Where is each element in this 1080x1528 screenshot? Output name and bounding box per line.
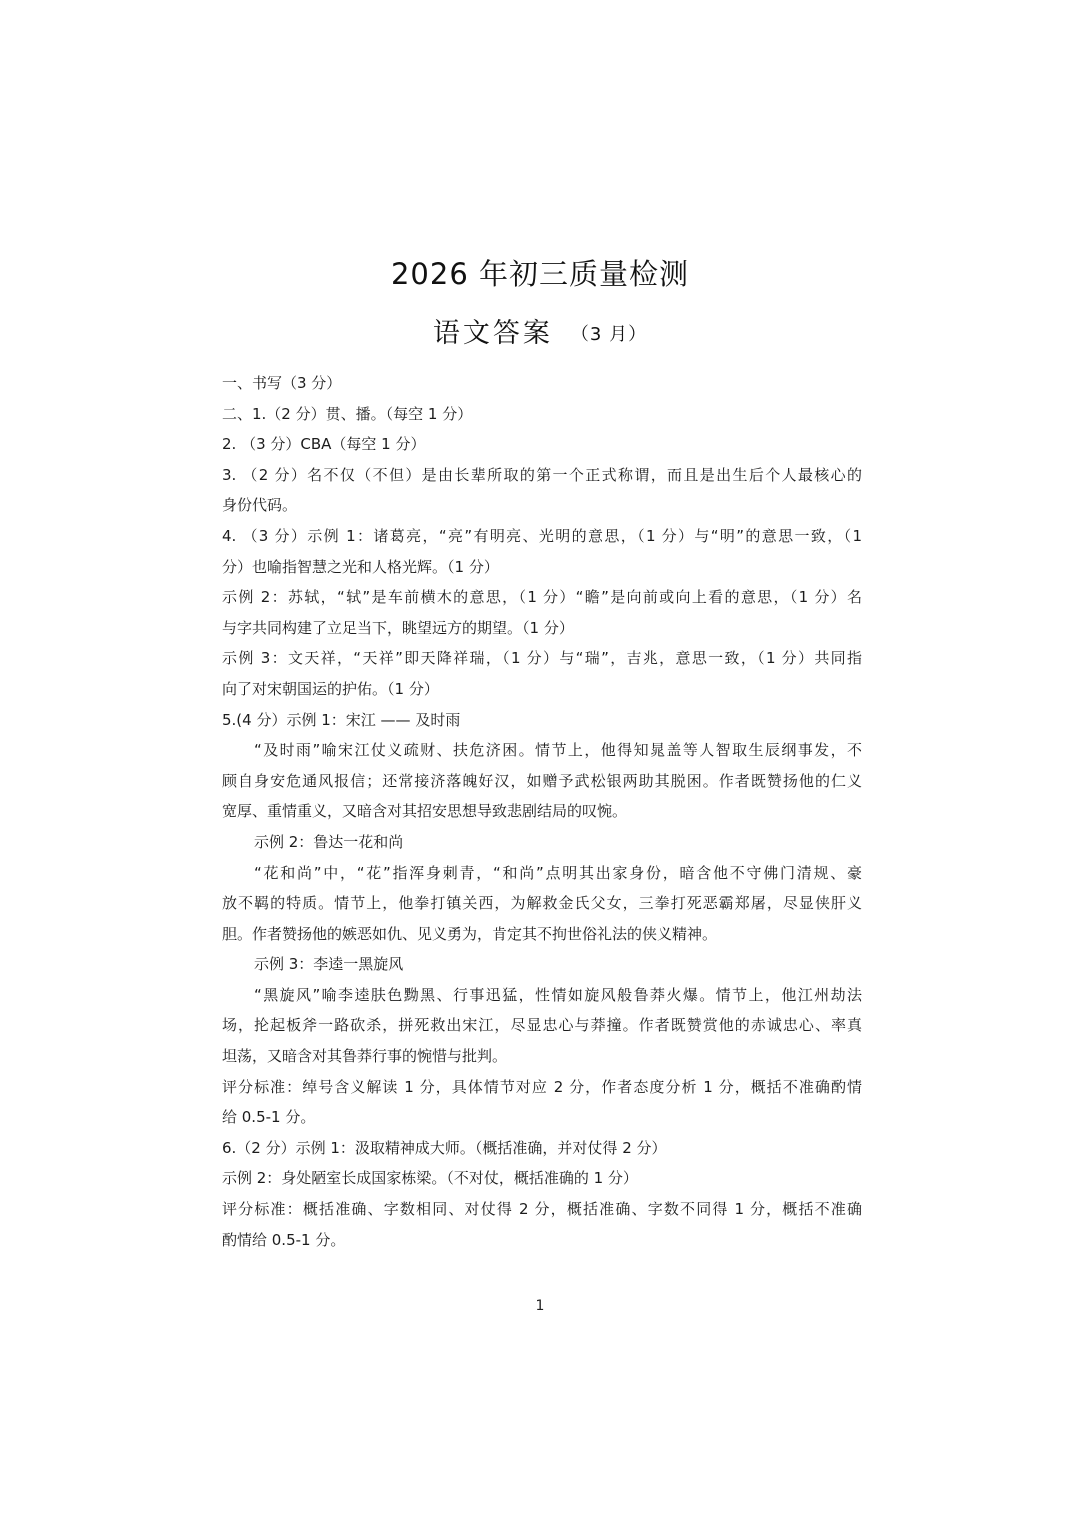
- answer-line: “花和尚”中，“花”指浑身刺青，“和尚”点明其出家身份，暗含他不守佛门清规、豪: [254, 863, 862, 882]
- answer-line: 评分标准：概括准确、字数相同、对仗得 2 分，概括准确、字数不同得 1 分，概括不准确: [222, 1200, 862, 1219]
- answer-line: 身份代码。: [222, 496, 298, 515]
- answer-line: 示例 3：李逵一黑旋风: [254, 955, 404, 974]
- answer-line: 顾自身安危通风报信；还常接济落魄好汉，如赠予武松银两助其脱困。作者既赞扬他的仁义: [222, 771, 862, 790]
- answer-line: 给 0.5-1 分。: [222, 1108, 316, 1127]
- answer-line: 3. （2 分）名不仅（不但）是由长辈所取的第一个正式称谓，而且是出生后个人最核心的: [222, 465, 862, 484]
- answer-line: 酌情给 0.5-1 分。: [222, 1230, 346, 1249]
- answer-line: 胆。作者赞扬他的嫉恶如仇、见义勇为，肯定其不拘世俗礼法的侠义精神。: [222, 924, 718, 943]
- answer-line: 分）也喻指智慧之光和人格光辉。（1 分）: [222, 557, 499, 576]
- answer-line: 坦荡，又暗含对其鲁莽行事的惋惜与批判。: [222, 1047, 508, 1066]
- answer-line: 示例 2：苏轼，“轼”是车前横木的意思，（1 分）“瞻”是向前或向上看的意思，（1 分）名: [222, 588, 862, 607]
- answer-line: 场，抡起板斧一路砍杀，拼死救出宋江，尽显忠心与莽撞。作者既赞赏他的赤诚忠心、率真: [222, 1016, 862, 1035]
- answer-line: 一、书写（3 分）: [222, 374, 342, 392]
- answer-line: 4. （3 分）示例 1：诸葛亮，“亮”有明亮、光明的意思，（1 分）与“明”的意思一致，（1: [222, 526, 862, 545]
- answer-line: 示例 2：身处陋室长成国家栋梁。（不对仗，概括准确的 1 分）: [222, 1169, 638, 1188]
- answer-line: 放不羁的特质。情节上，他拳打镇关西，为解救金氏父女，三拳打死恶霸郑屠，尽显侠肝义: [222, 894, 862, 913]
- answer-line: “黑旋风”喻李逵肤色黝黑、行事迅猛，性情如旋风般鲁莽火爆。情节上，他江州劫法: [254, 985, 862, 1004]
- document-subtitle: [0, 311, 1080, 350]
- subtitle-month: （3 月）: [570, 324, 648, 345]
- page-number: 1: [535, 1298, 545, 1314]
- answer-body: [222, 368, 862, 1255]
- document-title: 2026 年初三质量检测: [390, 257, 690, 291]
- answer-line: 二、1.（2 分）贯、播。（每空 1 分）: [222, 404, 473, 423]
- answer-line: 示例 2：鲁达一花和尚: [254, 832, 404, 851]
- answer-line: 示例 3：文天祥，“天祥”即天降祥瑞，（1 分）与“瑞”，吉兆，意思一致，（1 分）共同指: [222, 649, 862, 668]
- answer-line: 与字共同构建了立足当下，眺望远方的期望。（1 分）: [222, 618, 574, 637]
- answer-line: “及时雨”喻宋江仗义疏财、扶危济困。情节上，他得知晁盖等人智取生辰纲事发，不: [254, 741, 862, 760]
- answer-line: 6.（2 分）示例 1：汲取精神成大师。（概括准确，并对仗得 2 分）: [222, 1138, 667, 1157]
- answer-line: 评分标准：绰号含义解读 1 分，具体情节对应 2 分，作者态度分析 1 分，概括不准确酌情: [222, 1077, 862, 1096]
- answer-line: 5.(4 分）示例 1：宋江 —— 及时雨: [222, 710, 461, 729]
- answer-line: 向了对宋朝国运的护佑。（1 分）: [222, 679, 439, 698]
- subtitle-text: 语文答案: [432, 318, 553, 349]
- answer-line: 宽厚、重情重义，又暗含对其招安思想导致悲剧结局的叹惋。: [222, 802, 628, 821]
- answer-line: 2. （3 分）CBA（每空 1 分）: [222, 435, 426, 454]
